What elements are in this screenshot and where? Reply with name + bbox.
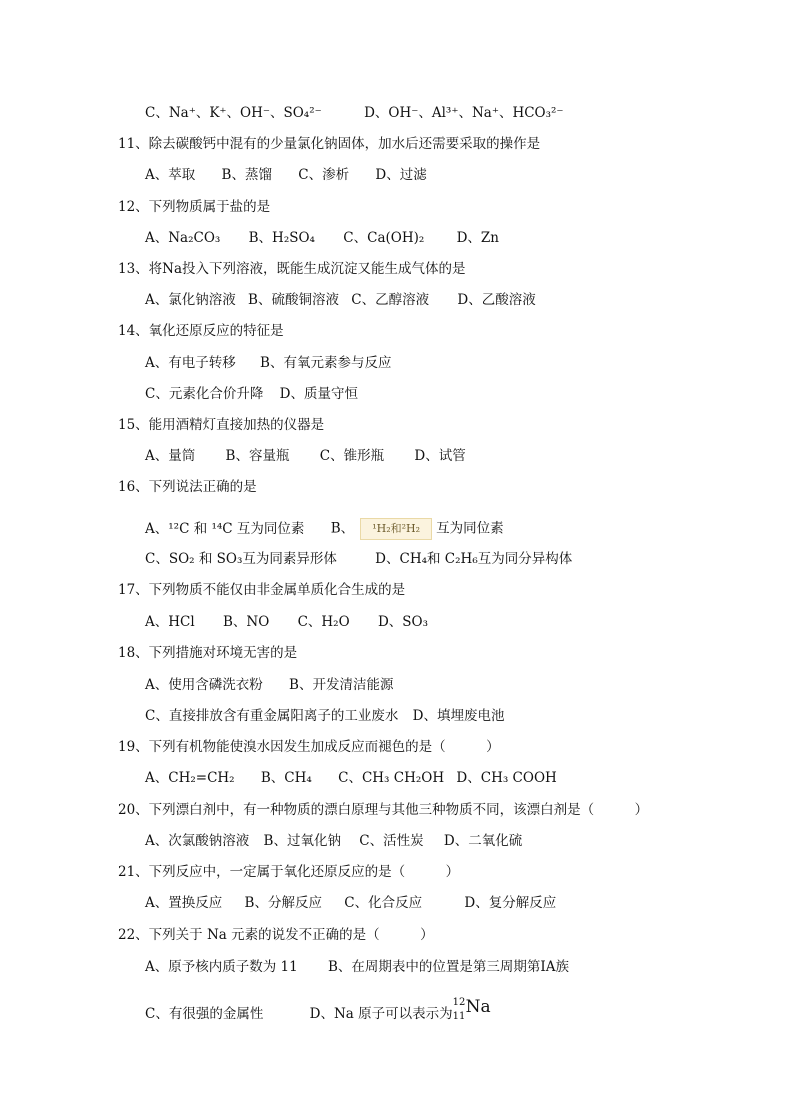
option-a: A、HCl — [145, 614, 195, 630]
options-row — [145, 550, 572, 568]
option-d: D、过滤 — [375, 167, 427, 183]
option-d: D、CH₄和 C₂H₆互为同分异构体 — [375, 551, 573, 567]
element-symbol: Na — [465, 997, 491, 1017]
options-row — [145, 958, 569, 976]
option-d: D、CH₃ COOH — [456, 770, 557, 786]
options-row — [145, 707, 504, 725]
option-c: C、H₂O — [297, 614, 350, 630]
option-c: C、Na⁺、K⁺、OH⁻、SO₄²⁻ — [145, 105, 322, 121]
option-d: D、Zn — [456, 230, 499, 246]
question-stem: 12、下列物质属于盐的是 — [118, 199, 271, 215]
option-b: B、分解反应 — [244, 895, 322, 911]
question-stem: 17、下列物质不能仅由非金属单质化合生成的是 — [118, 582, 406, 598]
option-a: A、使用含磷洗衣粉 — [145, 677, 263, 693]
option-c: C、锥形瓶 — [319, 448, 385, 464]
option-c: C、有很强的金属性 — [145, 1006, 264, 1022]
option-c: C、元素化合价升降 — [145, 386, 264, 402]
option-c: C、Ca(OH)₂ — [343, 230, 425, 246]
options-row — [145, 518, 504, 540]
hydrogen-isotope-formula-image: ¹H₂和²H₂ — [360, 518, 432, 540]
mass-number: 12 — [452, 997, 466, 1008]
options-row — [145, 447, 466, 465]
option-b: B、在周期表中的位置是第三周期第ⅠA族 — [328, 959, 570, 975]
question-stem: 14、氧化还原反应的特征是 — [118, 323, 284, 339]
options-row — [145, 354, 391, 372]
question-stem: 18、下列措施对环境无害的是 — [118, 645, 298, 661]
option-b: B、过氧化钠 — [263, 833, 341, 849]
option-d — [309, 997, 493, 1024]
options-row — [145, 166, 427, 184]
options-row — [145, 676, 393, 694]
option-d: D、填埋废电池 — [412, 708, 505, 724]
option-d: D、SO₃ — [377, 614, 429, 630]
options-row — [145, 769, 557, 787]
option-b: B、有氧元素参与反应 — [260, 355, 392, 371]
option-a: A、Na₂CO₃ — [145, 230, 221, 246]
option-a: A、次氯酸钠溶液 — [145, 833, 250, 849]
sodium-isotope-notation — [452, 997, 493, 1024]
question-stem: 13、将Na投入下列溶液，既能生成沉淀又能生成气体的是 — [118, 261, 466, 277]
option-a: A、原予核内质子数为 11 — [145, 959, 298, 975]
option-b — [331, 518, 504, 540]
option-b: B、开发清洁能源 — [289, 677, 394, 693]
option-c: C、直接排放含有重金属阳离子的工业废水 — [145, 708, 399, 724]
option-c: C、渗析 — [298, 167, 350, 183]
option-b: B、CH₄ — [260, 770, 312, 786]
option-c: C、化合反应 — [344, 895, 423, 911]
option-b: B、容量瓶 — [225, 448, 290, 464]
option-b-suffix: 互为同位素 — [436, 520, 504, 537]
option-d: D、质量守恒 — [279, 386, 358, 402]
options-row — [145, 291, 536, 309]
option-a: A、CH₂=CH₂ — [145, 770, 235, 786]
options-row — [145, 229, 499, 247]
options-row — [145, 894, 556, 912]
question-stem: 20、下列漂白剂中，有一种物质的漂白原理与其他三种物质不同，该漂白剂是（ ） — [118, 802, 649, 818]
question-stem: 11、除去碳酸钙中混有的少量氯化钠固体，加水后还需要采取的操作是 — [118, 136, 541, 152]
option-a: A、氯化钠溶液 — [145, 292, 236, 308]
options-row — [145, 104, 564, 122]
option-d: D、二氧化硫 — [443, 833, 523, 849]
option-b: B、NO — [222, 614, 270, 630]
option-a: A、萃取 — [145, 167, 196, 183]
option-a: A、量筒 — [145, 448, 196, 464]
option-b: B、硫酸铜溶液 — [248, 292, 339, 308]
question-stem: 16、下列说法正确的是 — [118, 479, 257, 495]
options-row — [145, 613, 428, 631]
option-c: C、活性炭 — [359, 833, 424, 849]
options-row — [145, 385, 358, 403]
option-a: A、¹²C 和 ¹⁴C 互为同位素 — [145, 520, 305, 537]
question-stem: 22、下列关于 Na 元素的说发不正确的是（ ） — [118, 927, 434, 943]
question-stem: 19、下列有机物能使溴水因发生加成反应而褪色的是（ ） — [118, 739, 500, 755]
atomic-number: 11 — [452, 1011, 466, 1022]
options-row — [145, 997, 493, 1024]
option-c: C、SO₂ 和 SO₃互为同素异形体 — [145, 551, 337, 567]
option-c: C、CH₃ CH₂OH — [338, 770, 445, 786]
option-b: B、H₂SO₄ — [248, 230, 315, 246]
option-c: C、乙醇溶液 — [351, 292, 430, 308]
question-stem: 21、下列反应中，一定属于氧化还原反应的是（ ） — [118, 864, 460, 880]
option-d: D、复分解反应 — [464, 895, 557, 911]
option-a: A、有电子转移 — [145, 355, 236, 371]
option-d: D、OH⁻、Al³⁺、Na⁺、HCO₃²⁻ — [364, 105, 564, 121]
option-b: B、蒸馏 — [221, 167, 272, 183]
option-a: A、置换反应 — [145, 895, 223, 911]
option-d: D、试管 — [414, 448, 466, 464]
options-row — [145, 832, 522, 850]
question-stem: 15、能用酒精灯直接加热的仪器是 — [118, 417, 325, 433]
option-d: D、乙酸溶液 — [457, 292, 536, 308]
option-b-prefix: B、 — [330, 520, 355, 537]
option-d-prefix: D、Na 原子可以表示为 — [309, 1006, 453, 1022]
